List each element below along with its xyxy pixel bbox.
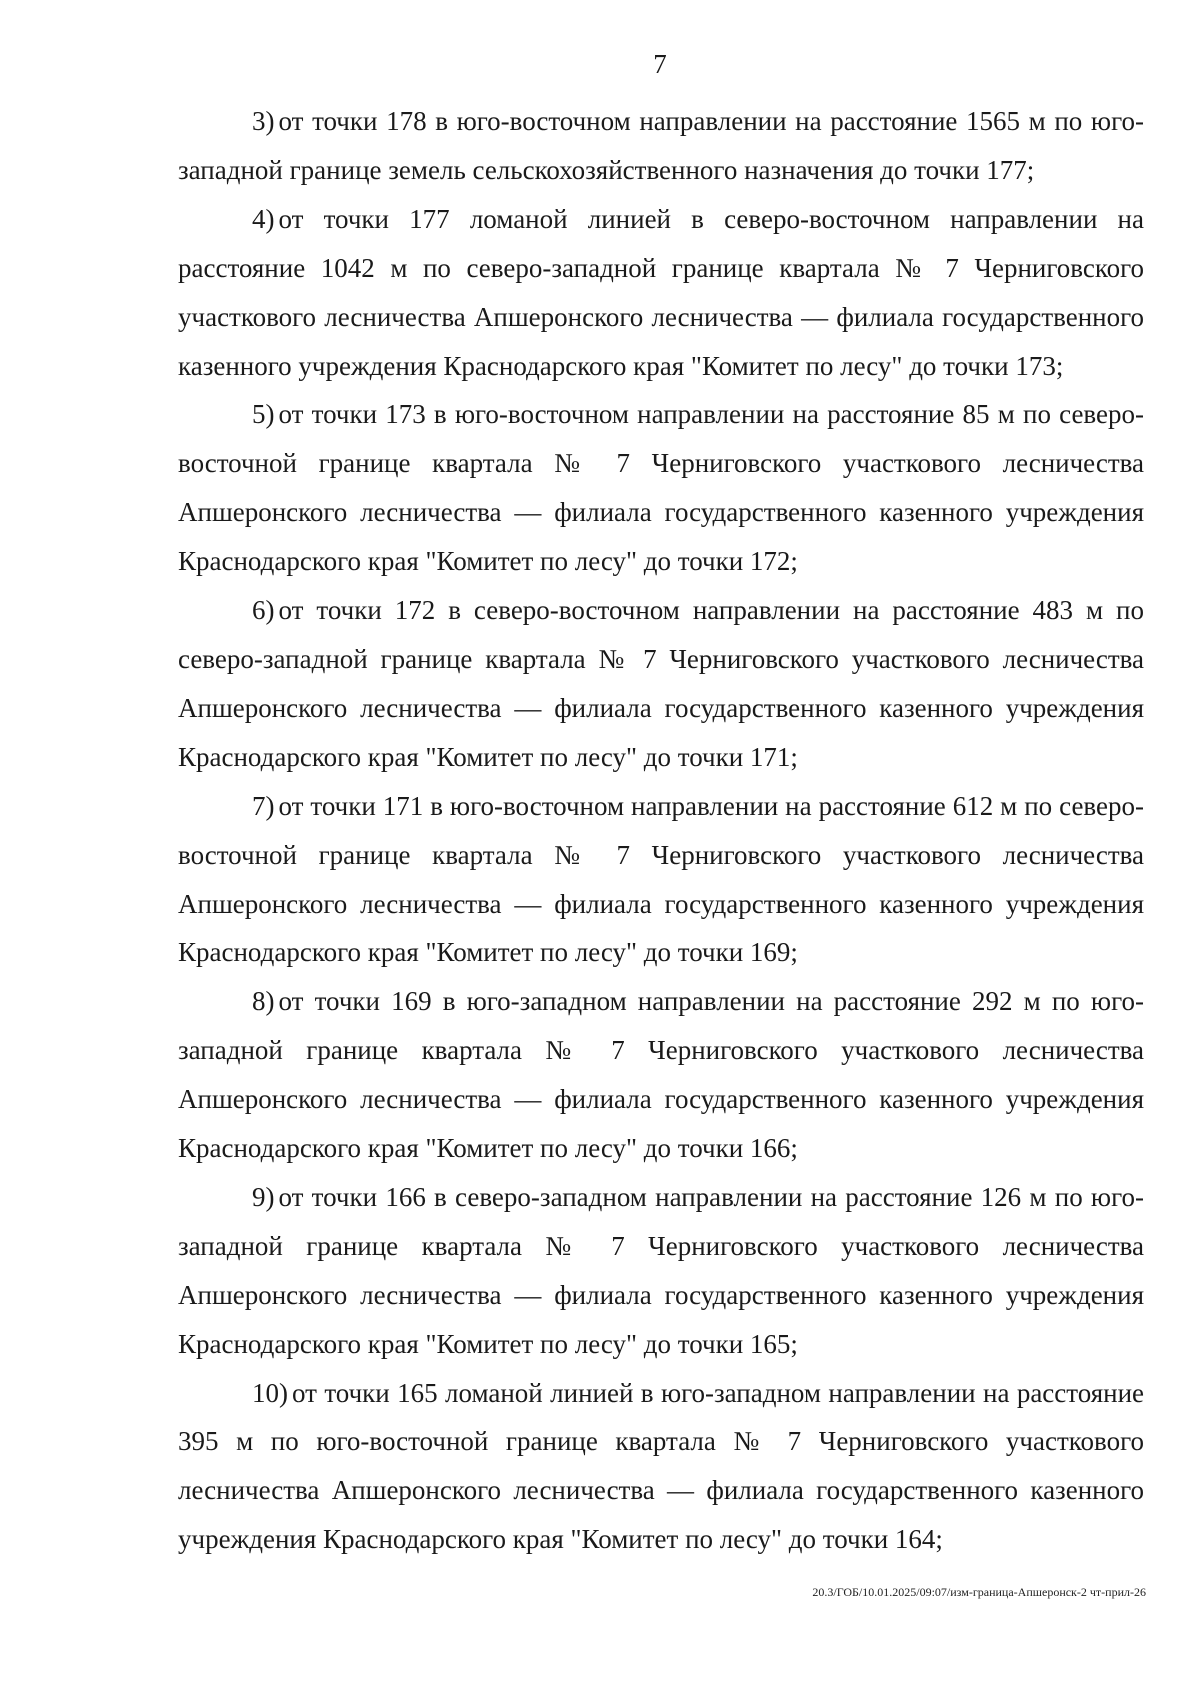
paragraph-marker: 6) [252,595,275,626]
paragraph-item-5 [178,390,1144,586]
page-number: 7 [653,49,667,79]
paragraph-marker: 3) [252,106,275,136]
paragraph-item-3 [178,97,1144,195]
paragraph-text: от точки 165 ломаной линией в юго-западном направлении на расстояние 395 м по юго-восточной границе квартала № 7 Черниговского участкового лесничества Апшеронского лесничества — филиала государственного казенного учреждения Краснодарского края "Комитет по лесу" до точки 164; [178,1377,1144,1555]
paragraph-item-7 [178,782,1144,978]
paragraph-text: от точки 172 в северо-восточном направлении на расстояние 483 м по северо-западной границе квартала № 7 Черниговского участкового лесничества Апшеронского лесничества — филиала государственного казенного учреждения Краснодарского края "Комитет по лесу" до точки 171; [178,595,1144,772]
paragraph-item-8 [178,977,1144,1173]
paragraph-item-10 [178,1369,1144,1565]
paragraph-marker: 8) [252,986,275,1017]
paragraph-text: от точки 171 в юго-восточном направлении на расстояние 612 м по северо-восточной границе квартала № 7 Черниговского участкового лесничества Апшеронского лесничества — филиала государственного казенного учреждения Краснодарского края "Комитет по лесу" до точки 169; [178,790,1144,968]
paragraph-marker: 9) [252,1181,275,1212]
document-body [178,97,1144,1564]
paragraph-text: от точки 169 в юго-западном направлении на расстояние 292 м по юго-западной границе квартала № 7 Черниговского участкового лесничества Апшеронского лесничества — филиала государственного казенного учреждения Краснодарского края "Комитет по лесу" до точки 166; [178,986,1144,1164]
paragraph-marker: 10) [252,1377,288,1408]
paragraph-text: от точки 177 ломаной линией в северо-восточном направлении на расстояние 1042 м по северо-западной границе квартала № 7 Черниговского участкового лесничества Апшеронского лесничества — филиала государственного казенного учреждения Краснодарского края "Комитет по лесу" до точки 173; [178,203,1144,381]
paragraph-text: от точки 166 в северо-западном направлении на расстояние 126 м по юго-западной границе квартала № 7 Черниговского участкового лесничества Апшеронского лесничества — филиала государственного казенного учреждения Краснодарского края "Комитет по лесу" до точки 165; [178,1181,1144,1359]
paragraph-item-6 [178,586,1144,782]
paragraph-marker: 7) [252,790,275,821]
paragraph-marker: 5) [252,399,275,430]
paragraph-marker: 4) [252,203,275,234]
paragraph-text: от точки 173 в юго-восточном направлении на расстояние 85 м по северо-восточной границе квартала № 7 Черниговского участкового лесничества Апшеронского лесничества — филиала государственного казенного учреждения Краснодарского края "Комитет по лесу" до точки 172; [178,399,1144,577]
paragraph-text: от точки 178 в юго-восточном направлении на расстояние 1565 м по юго-западной границе земель сельскохозяйственного назначения до точки 177; [178,106,1144,185]
paragraph-item-4 [178,195,1144,391]
document-footer-reference: 20.3/ГОБ/10.01.2025/09:07/изм-граница-Апшеронск-2 чт-прил-26 [812,1585,1146,1599]
paragraph-item-9 [178,1173,1144,1369]
